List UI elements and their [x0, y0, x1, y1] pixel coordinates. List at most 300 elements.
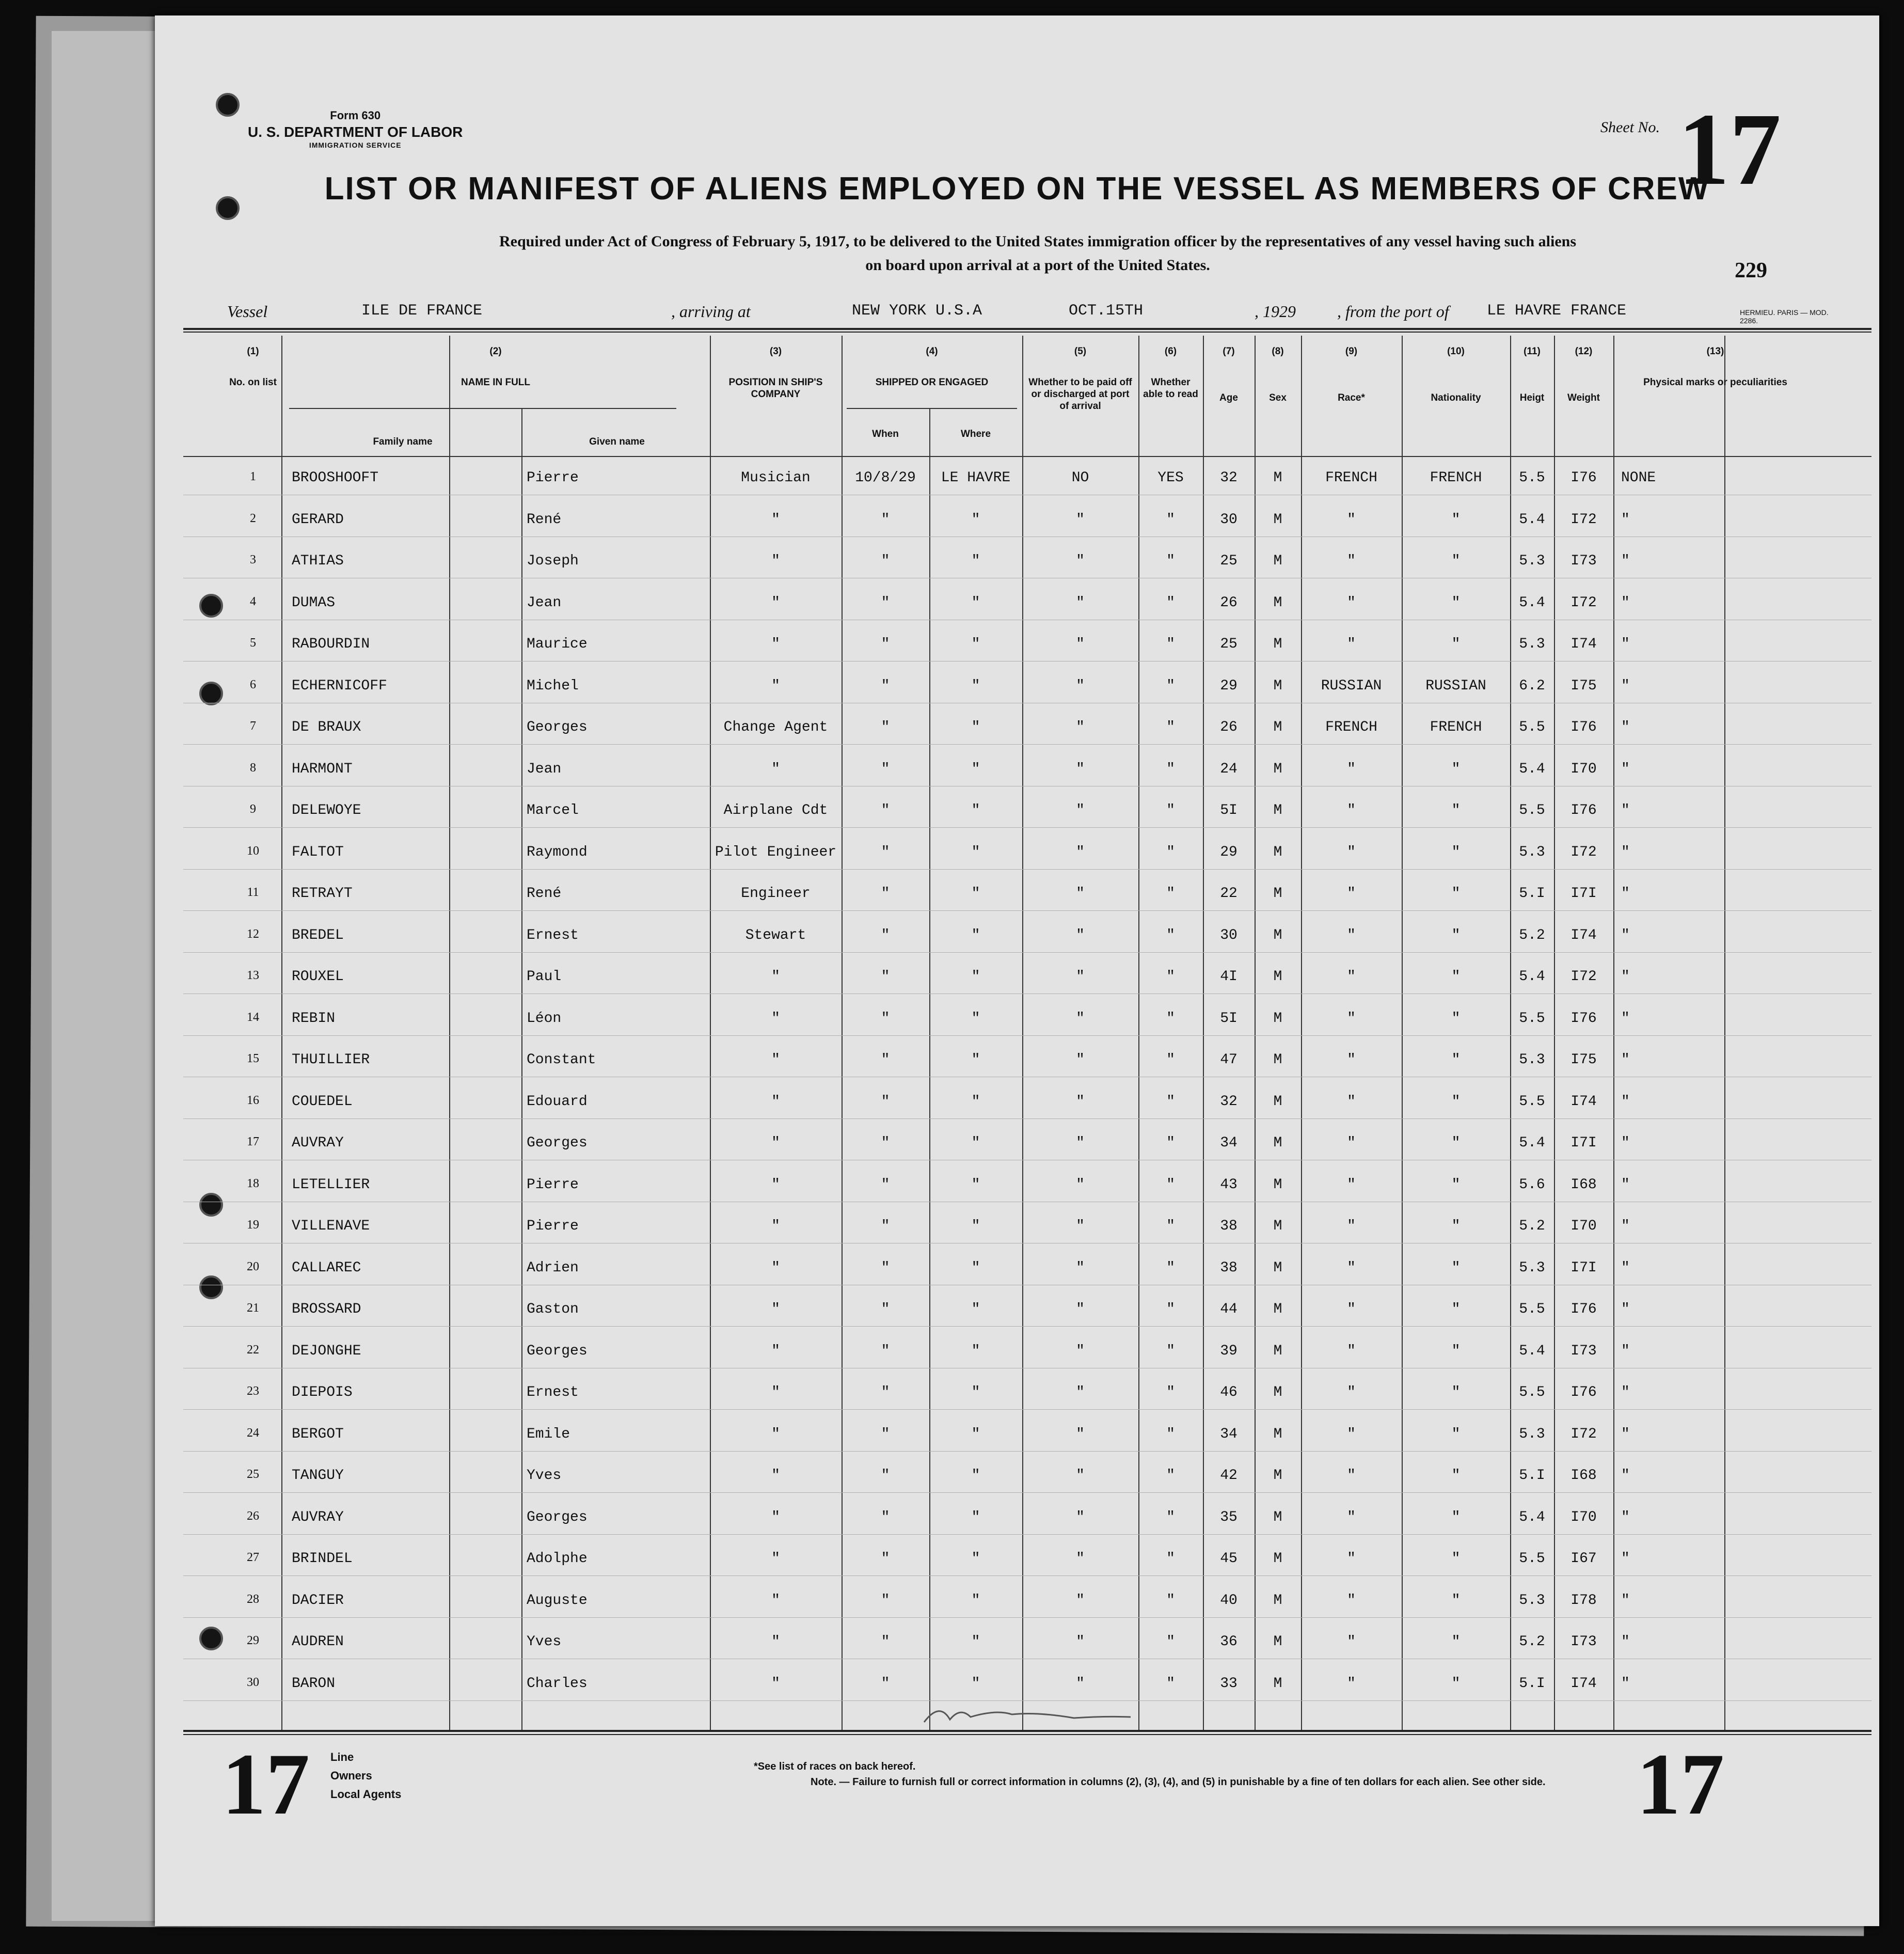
cell-given-name: Gaston: [527, 1301, 579, 1317]
cell-able-to-read: ": [1166, 1551, 1175, 1567]
cell-height: 5.I: [1519, 1468, 1545, 1484]
cell-when-shipped: ": [881, 886, 890, 902]
cell-where-shipped: ": [971, 677, 980, 694]
cell-when-shipped: ": [881, 1426, 890, 1442]
cell-where-shipped: ": [971, 1426, 980, 1442]
cell-nationality: ": [1451, 844, 1461, 860]
cell-where-shipped: ": [971, 844, 980, 860]
cell-physical-marks: ": [1621, 927, 1630, 943]
cell-physical-marks: ": [1621, 969, 1630, 985]
cell-sex: M: [1273, 553, 1282, 569]
cell-given-name: Constant: [527, 1052, 596, 1068]
col-9-header: Race*: [1338, 392, 1365, 403]
cell-height: 5.4: [1519, 969, 1545, 985]
cell-race: ": [1347, 1135, 1356, 1151]
from-port-label: , from the port of: [1337, 302, 1449, 321]
cell-sex: M: [1273, 1135, 1282, 1151]
form-number: Form 630: [330, 109, 381, 122]
cell-family-name: REBIN: [292, 1010, 336, 1027]
cell-no-on-list: 17: [247, 1135, 259, 1148]
col-1-number: (1): [247, 346, 259, 357]
cell-race: ": [1347, 1675, 1356, 1692]
cell-able-to-read: ": [1166, 1218, 1175, 1234]
col-3-header: POSITION IN SHIP'S COMPANY: [728, 377, 823, 400]
cell-age: 45: [1220, 1551, 1237, 1567]
cell-height: 5.4: [1519, 1343, 1545, 1359]
cell-position: ": [771, 1093, 780, 1110]
cell-given-name: Raymond: [527, 844, 588, 860]
col-4-number: (4): [926, 346, 938, 357]
cell-height: 5.5: [1519, 470, 1545, 486]
cell-race: ": [1347, 1052, 1356, 1068]
cell-race: ": [1347, 927, 1356, 943]
cell-given-name: René: [527, 886, 562, 902]
cell-given-name: Jean: [527, 761, 562, 777]
cell-family-name: DELEWOYE: [292, 802, 361, 818]
cell-age: 30: [1220, 511, 1237, 528]
cell-nationality: ": [1451, 969, 1461, 985]
cell-position: ": [771, 1259, 780, 1276]
cell-physical-marks: ": [1621, 636, 1630, 652]
cell-weight: I70: [1570, 1509, 1597, 1525]
cell-nationality: ": [1451, 1259, 1461, 1276]
cell-paid-off: ": [1076, 844, 1085, 860]
cell-position: ": [771, 677, 780, 694]
col-11-header: Heigt: [1519, 392, 1545, 403]
col-11-number: (11): [1524, 346, 1541, 357]
cell-given-name: Michel: [527, 677, 579, 694]
cell-physical-marks: ": [1621, 844, 1630, 860]
cell-given-name: Georges: [527, 1509, 588, 1525]
row-rule: [183, 744, 1871, 745]
cell-height: 5.3: [1519, 1592, 1545, 1609]
cell-age: 39: [1220, 1343, 1237, 1359]
cell-weight: I72: [1570, 844, 1597, 860]
cell-age: 40: [1220, 1592, 1237, 1609]
cell-age: 29: [1220, 844, 1237, 860]
cell-paid-off: ": [1076, 677, 1085, 694]
cell-when-shipped: 10/8/29: [855, 470, 916, 486]
cell-weight: I73: [1570, 1343, 1597, 1359]
cell-paid-off: ": [1076, 1468, 1085, 1484]
cell-height: 5.2: [1519, 927, 1545, 943]
cell-height: 5.5: [1519, 1301, 1545, 1317]
cell-weight: I76: [1570, 719, 1597, 735]
cell-sex: M: [1273, 1675, 1282, 1692]
cell-given-name: Georges: [527, 719, 588, 735]
cell-no-on-list: 20: [247, 1259, 259, 1273]
cell-weight: I75: [1570, 677, 1597, 694]
cell-position: ": [771, 1426, 780, 1442]
cell-able-to-read: ": [1166, 553, 1175, 569]
cell-no-on-list: 22: [247, 1343, 259, 1357]
punch-hole: [199, 1627, 223, 1650]
cell-physical-marks: ": [1621, 1384, 1630, 1400]
from-port: LE HAVRE FRANCE: [1487, 302, 1627, 320]
arriving-port: NEW YORK U.S.A: [852, 302, 982, 320]
cell-able-to-read: ": [1166, 1384, 1175, 1400]
cell-race: ": [1347, 1592, 1356, 1609]
cell-where-shipped: ": [971, 802, 980, 818]
cell-weight: I68: [1570, 1468, 1597, 1484]
cell-age: 29: [1220, 677, 1237, 694]
cell-no-on-list: 29: [247, 1634, 259, 1647]
cell-sex: M: [1273, 1052, 1282, 1068]
cell-where-shipped: ": [971, 1675, 980, 1692]
cell-paid-off: ": [1076, 1135, 1085, 1151]
cell-position: ": [771, 1634, 780, 1650]
cell-race: ": [1347, 1259, 1356, 1276]
cell-age: 4I: [1220, 969, 1237, 985]
cell-race: FRENCH: [1325, 719, 1377, 735]
cell-able-to-read: ": [1166, 1592, 1175, 1609]
col-7-header: Age: [1219, 392, 1238, 403]
cell-given-name: Charles: [527, 1675, 588, 1692]
cell-position: ": [771, 1052, 780, 1068]
cell-able-to-read: ": [1166, 1675, 1175, 1692]
cell-where-shipped: ": [971, 1343, 980, 1359]
cell-physical-marks: ": [1621, 1135, 1630, 1151]
cell-when-shipped: ": [881, 1343, 890, 1359]
cell-where-shipped: ": [971, 1093, 980, 1110]
cell-sex: M: [1273, 1384, 1282, 1400]
cell-sex: M: [1273, 886, 1282, 902]
cell-no-on-list: 8: [250, 761, 256, 775]
vessel-name: ILE DE FRANCE: [361, 302, 483, 320]
row-rule: [183, 910, 1871, 911]
cell-age: 32: [1220, 470, 1237, 486]
cell-nationality: ": [1451, 1176, 1461, 1193]
cell-able-to-read: ": [1166, 886, 1175, 902]
cell-given-name: Ernest: [527, 1384, 579, 1400]
cell-nationality: ": [1451, 636, 1461, 652]
cell-able-to-read: ": [1166, 761, 1175, 777]
cell-where-shipped: ": [971, 1052, 980, 1068]
cell-no-on-list: 3: [250, 553, 256, 566]
cell-nationality: ": [1451, 1135, 1461, 1151]
cell-weight: I72: [1570, 511, 1597, 528]
cell-where-shipped: ": [971, 1468, 980, 1484]
cell-physical-marks: ": [1621, 511, 1630, 528]
cell-given-name: Auguste: [527, 1592, 588, 1609]
cell-able-to-read: ": [1166, 677, 1175, 694]
cell-able-to-read: ": [1166, 1509, 1175, 1525]
cell-nationality: ": [1451, 1426, 1461, 1442]
cell-sex: M: [1273, 927, 1282, 943]
family-name-header: Family name: [373, 436, 433, 447]
cell-physical-marks: ": [1621, 719, 1630, 735]
row-rule: [183, 1534, 1871, 1535]
cell-nationality: ": [1451, 1093, 1461, 1110]
cell-where-shipped: ": [971, 636, 980, 652]
cell-sex: M: [1273, 1426, 1282, 1442]
cell-position: ": [771, 1343, 780, 1359]
cell-weight: I76: [1570, 1010, 1597, 1027]
cell-nationality: FRENCH: [1430, 470, 1482, 486]
cell-age: 36: [1220, 1634, 1237, 1650]
cell-position: ": [771, 1675, 780, 1692]
cell-able-to-read: ": [1166, 1052, 1175, 1068]
cell-no-on-list: 6: [250, 677, 256, 691]
cell-physical-marks: ": [1621, 1093, 1630, 1110]
cell-height: 5.I: [1519, 886, 1545, 902]
cell-sex: M: [1273, 1343, 1282, 1359]
cell-when-shipped: ": [881, 761, 890, 777]
cell-paid-off: ": [1076, 1259, 1085, 1276]
cell-position: ": [771, 1176, 780, 1193]
cell-given-name: Joseph: [527, 553, 579, 569]
table-bottom-rule-2: [183, 1734, 1871, 1735]
cell-when-shipped: ": [881, 1384, 890, 1400]
cell-position: ": [771, 1384, 780, 1400]
cell-weight: I68: [1570, 1176, 1597, 1193]
cell-no-on-list: 15: [247, 1052, 259, 1065]
cell-no-on-list: 25: [247, 1468, 259, 1481]
cell-when-shipped: ": [881, 1176, 890, 1193]
cell-when-shipped: ": [881, 677, 890, 694]
cell-paid-off: ": [1076, 802, 1085, 818]
cell-height: 5.4: [1519, 1509, 1545, 1525]
cell-height: 5.5: [1519, 802, 1545, 818]
cell-position: ": [771, 511, 780, 528]
cell-where-shipped: ": [971, 1135, 980, 1151]
cell-age: 24: [1220, 761, 1237, 777]
subtitle-line-1: Required under Act of Congress of February 5, 1917, to be delivered to the United States immigration officer by the representatives of any vessel having such aliens: [499, 233, 1576, 250]
cell-age: 32: [1220, 1093, 1237, 1110]
cell-paid-off: ": [1076, 553, 1085, 569]
cell-physical-marks: ": [1621, 1052, 1630, 1068]
cell-age: 46: [1220, 1384, 1237, 1400]
cell-no-on-list: 11: [247, 886, 259, 899]
subtitle: [289, 230, 1786, 277]
cell-where-shipped: ": [971, 761, 980, 777]
cell-age: 26: [1220, 594, 1237, 611]
cell-nationality: ": [1451, 927, 1461, 943]
cell-position: ": [771, 969, 780, 985]
column-divider: [1613, 336, 1614, 1730]
signature-scrawl: [919, 1696, 1136, 1732]
cell-where-shipped: ": [971, 1259, 980, 1276]
cell-physical-marks: ": [1621, 886, 1630, 902]
cell-where-shipped: ": [971, 719, 980, 735]
cell-paid-off: ": [1076, 1509, 1085, 1525]
cell-when-shipped: ": [881, 553, 890, 569]
cell-where-shipped: ": [971, 511, 980, 528]
cell-paid-off: ": [1076, 511, 1085, 528]
cell-sex: M: [1273, 1093, 1282, 1110]
row-rule: [183, 827, 1871, 828]
cell-sex: M: [1273, 470, 1282, 486]
cell-age: 44: [1220, 1301, 1237, 1317]
cell-sex: M: [1273, 636, 1282, 652]
cell-no-on-list: 10: [247, 844, 259, 858]
department: U. S. DEPARTMENT OF LABOR: [248, 123, 463, 140]
col-2-header: NAME IN FULL: [461, 377, 531, 388]
cell-given-name: Yves: [527, 1468, 562, 1484]
cell-no-on-list: 24: [247, 1426, 259, 1440]
cell-given-name: Adolphe: [527, 1551, 588, 1567]
cell-race: ": [1347, 1093, 1356, 1110]
cell-height: 5.4: [1519, 511, 1545, 528]
cell-when-shipped: ": [881, 1259, 890, 1276]
cell-weight: I78: [1570, 1592, 1597, 1609]
cell-when-shipped: ": [881, 927, 890, 943]
cell-weight: I73: [1570, 1634, 1597, 1650]
cell-nationality: ": [1451, 886, 1461, 902]
cell-paid-off: ": [1076, 594, 1085, 611]
cell-when-shipped: ": [881, 636, 890, 652]
cell-physical-marks: ": [1621, 1509, 1630, 1525]
cell-nationality: ": [1451, 761, 1461, 777]
cell-weight: I72: [1570, 594, 1597, 611]
row-rule: [183, 1492, 1871, 1493]
cell-where-shipped: ": [971, 927, 980, 943]
cell-physical-marks: ": [1621, 1343, 1630, 1359]
cell-race: ": [1347, 1551, 1356, 1567]
cell-weight: I70: [1570, 1218, 1597, 1234]
cell-physical-marks: ": [1621, 1634, 1630, 1650]
cell-weight: I67: [1570, 1551, 1597, 1567]
cell-paid-off: ": [1076, 761, 1085, 777]
table-top-rule-2: [183, 332, 1871, 333]
cell-able-to-read: ": [1166, 1010, 1175, 1027]
cell-weight: I72: [1570, 1426, 1597, 1442]
cell-where-shipped: ": [971, 1301, 980, 1317]
cell-family-name: TANGUY: [292, 1468, 344, 1484]
cell-height: 5.6: [1519, 1176, 1545, 1193]
cell-position: ": [771, 636, 780, 652]
cell-paid-off: ": [1076, 719, 1085, 735]
cell-sex: M: [1273, 594, 1282, 611]
cell-physical-marks: ": [1621, 1218, 1630, 1234]
cell-no-on-list: 19: [247, 1218, 259, 1232]
when-header: When: [872, 429, 899, 439]
cell-paid-off: ": [1076, 927, 1085, 943]
cell-no-on-list: 26: [247, 1509, 259, 1523]
cell-paid-off: ": [1076, 1675, 1085, 1692]
cell-family-name: DE BRAUX: [292, 719, 361, 735]
cell-physical-marks: ": [1621, 1301, 1630, 1317]
row-rule: [183, 1617, 1871, 1618]
cell-weight: I74: [1570, 1675, 1597, 1692]
cell-nationality: ": [1451, 594, 1461, 611]
cell-race: ": [1347, 511, 1356, 528]
races-note: *See list of races on back hereof.: [754, 1761, 916, 1772]
cell-no-on-list: 28: [247, 1592, 259, 1606]
col-9-number: (9): [1345, 346, 1358, 357]
cell-where-shipped: ": [971, 886, 980, 902]
cell-physical-marks: ": [1621, 677, 1630, 694]
row-rule: [183, 952, 1871, 953]
cell-position: Engineer: [741, 886, 811, 902]
cell-paid-off: ": [1076, 636, 1085, 652]
cell-nationality: ": [1451, 1301, 1461, 1317]
cell-family-name: BARON: [292, 1675, 336, 1692]
cell-given-name: Marcel: [527, 802, 579, 818]
manifest-page: [155, 15, 1879, 1926]
voyage-line: [227, 302, 1848, 323]
cell-race: FRENCH: [1325, 470, 1377, 486]
cell-able-to-read: ": [1166, 636, 1175, 652]
cell-height: 5.3: [1519, 844, 1545, 860]
cell-given-name: Paul: [527, 969, 562, 985]
cell-no-on-list: 7: [250, 719, 256, 733]
cell-age: 34: [1220, 1135, 1237, 1151]
cell-physical-marks: ": [1621, 1551, 1630, 1567]
cell-able-to-read: ": [1166, 1426, 1175, 1442]
cell-height: 5.5: [1519, 1384, 1545, 1400]
column-divider: [449, 336, 450, 1730]
col-2-number: (2): [489, 346, 502, 357]
cell-nationality: ": [1451, 1218, 1461, 1234]
cell-age: 47: [1220, 1052, 1237, 1068]
cell-sex: M: [1273, 1634, 1282, 1650]
cell-where-shipped: ": [971, 553, 980, 569]
cell-family-name: RABOURDIN: [292, 636, 370, 652]
col-6-number: (6): [1164, 346, 1177, 357]
cell-height: 5.3: [1519, 1259, 1545, 1276]
cell-where-shipped: ": [971, 1634, 980, 1650]
arriving-label: , arriving at: [671, 302, 751, 321]
row-rule: [183, 1409, 1871, 1410]
cell-height: 5.5: [1519, 719, 1545, 735]
cell-race: ": [1347, 1426, 1356, 1442]
cell-where-shipped: ": [971, 1592, 980, 1609]
cell-where-shipped: ": [971, 1509, 980, 1525]
cell-position: ": [771, 1509, 780, 1525]
cell-height: 5.4: [1519, 1135, 1545, 1151]
cell-no-on-list: 16: [247, 1093, 259, 1107]
cell-height: 5.4: [1519, 761, 1545, 777]
cell-physical-marks: ": [1621, 802, 1630, 818]
cell-position: Change Agent: [723, 719, 828, 735]
cell-height: 5.3: [1519, 553, 1545, 569]
cell-nationality: ": [1451, 1551, 1461, 1567]
cell-position: ": [771, 553, 780, 569]
cell-paid-off: ": [1076, 1634, 1085, 1650]
cell-height: 5.3: [1519, 1052, 1545, 1068]
cell-where-shipped: ": [971, 969, 980, 985]
cell-family-name: BREDEL: [292, 927, 344, 943]
sheet-label: Sheet No.: [1600, 119, 1660, 136]
cell-family-name: DUMAS: [292, 594, 336, 611]
footer-sheet-number-right: 17: [1637, 1736, 1724, 1833]
cell-paid-off: ": [1076, 1426, 1085, 1442]
cell-family-name: THUILLIER: [292, 1052, 370, 1068]
cell-when-shipped: ": [881, 1135, 890, 1151]
col-12-header: Weight: [1567, 392, 1600, 403]
cell-nationality: RUSSIAN: [1425, 677, 1486, 694]
col-1-header: No. on list: [229, 377, 277, 388]
cell-position: ": [771, 761, 780, 777]
cell-height: 5.5: [1519, 1010, 1545, 1027]
header-bottom-rule: [183, 456, 1871, 457]
table-top-rule: [183, 328, 1871, 330]
cell-age: 30: [1220, 927, 1237, 943]
cell-sex: M: [1273, 1259, 1282, 1276]
cell-weight: I74: [1570, 636, 1597, 652]
cell-paid-off: ": [1076, 1010, 1085, 1027]
cell-able-to-read: ": [1166, 1634, 1175, 1650]
cell-able-to-read: YES: [1157, 470, 1184, 486]
cell-when-shipped: ": [881, 1509, 890, 1525]
row-rule: [183, 869, 1871, 870]
cell-family-name: HARMONT: [292, 761, 353, 777]
cell-given-name: Maurice: [527, 636, 588, 652]
cell-race: ": [1347, 1343, 1356, 1359]
cell-position: ": [771, 1592, 780, 1609]
form-header: [248, 108, 463, 150]
